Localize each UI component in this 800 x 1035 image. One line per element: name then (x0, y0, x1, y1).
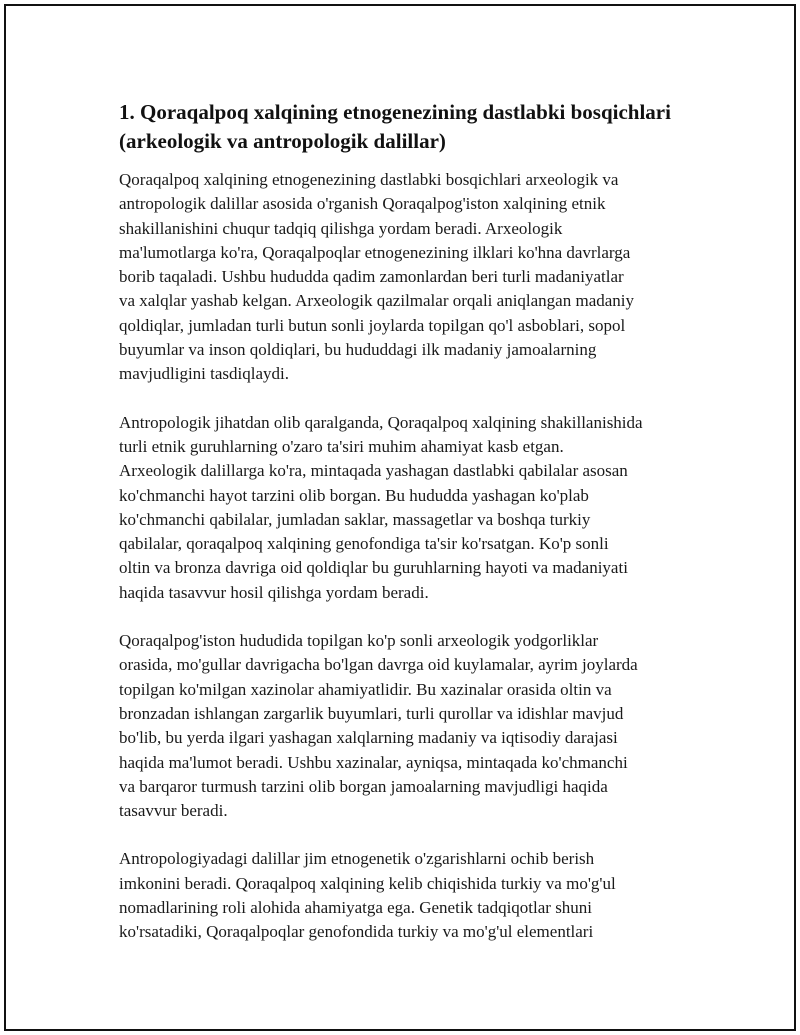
paragraph-archaeological: Qoraqalpoq xalqining etnogenezining dastlabki bosqichlari arxeologik va antropologik dalillar asosida o'rganish Qoraqalpog'iston xalqining etnik shakillanishini chuqur tadqiq qilishga yordam beradi. Arxeologik ma'lumotlarga ko'ra, Qoraqalpoqlar etnogenezining ilklari ko'hna davrlarga borib taqaladi. Ushbu hududda qadim zamonlardan beri turli madaniyatlar va xalqlar yashab kelgan. Arxeologik qazilmalar orqali aniqlangan madaniy qoldiqlar, jumladan turli butun sonli joylarda topilgan qo'l asboblari, sopol buyumlar va inson qoldiqlari, bu hududdagi ilk madaniy jamoalarning mavjudligini tasdiqlaydi. (119, 170, 635, 384)
section-heading: 1. Qoraqalpoq xalqining etnogenezining dastlabki bosqichlari (arkeologik va antropologik dalillar) (119, 100, 671, 153)
paragraph-anthropological: Antropologik jihatdan olib qaralganda, Qoraqalpoq xalqining shakillanishida turli etnik guruhlarning o'zaro ta'siri muhim ahamiyat kasb etgan. Arxeologik dalillarga ko'ra, mintaqada yashagan dastlabki qabilalar asosan ko'chmanchi hayot tarzini olib borgan. Bu hududda yashagan ko'plab ko'chmanchi qabilalar, jumladan saklar, massagetlar va boshqa turkiy qabilalar, qoraqalpoq xalqining genofondiga ta'sir ko'rsatgan. Ko'p sonli oltin va bronza davriga oid qoldiqlar bu guruhlarning hayoti va madaniyati haqida tasavvur hosil qilishga yordam beradi. (119, 412, 643, 602)
document-body (119, 98, 699, 969)
page-frame (4, 4, 796, 1031)
paragraph-treasures: Qoraqalpog'iston hududida topilgan ko'p sonli arxeologik yodgorliklar orasida, mo'gullar davrigacha bo'lgan davrga oid kuylamalar, ayrim joylarda topilgan ko'milgan xazinolar ahamiyatlidir. Bu xazinalar orasida oltin va bronzadan ishlangan zargarlik buyumlari, turli qurollar va idishlar mavjud bo'lib, bu yerda ilgari yashagan xalqlarning madaniy va iqtisodiy darajasi haqida ma'lumot beradi. Ushbu xazinalar, ayniqsa, mintaqada ko'chmanchi va barqaror turmush tarzini olib borgan jamoalarning mavjudligi haqida tasavvur beradi. (119, 631, 638, 821)
paragraph-genetics: Antropologiyadagi dalillar jim etnogenetik o'zgarishlarni ochib berish imkonini beradi. Qoraqalpoq xalqining kelib chiqishida turkiy va mo'g'ul nomadlarining roli alohida ahamiyatga ega. Genetik tadqiqotlar shuni ko'rsatadiki, Qoraqalpoqlar genofondida turkiy va mo'g'ul elementlari (119, 849, 616, 942)
